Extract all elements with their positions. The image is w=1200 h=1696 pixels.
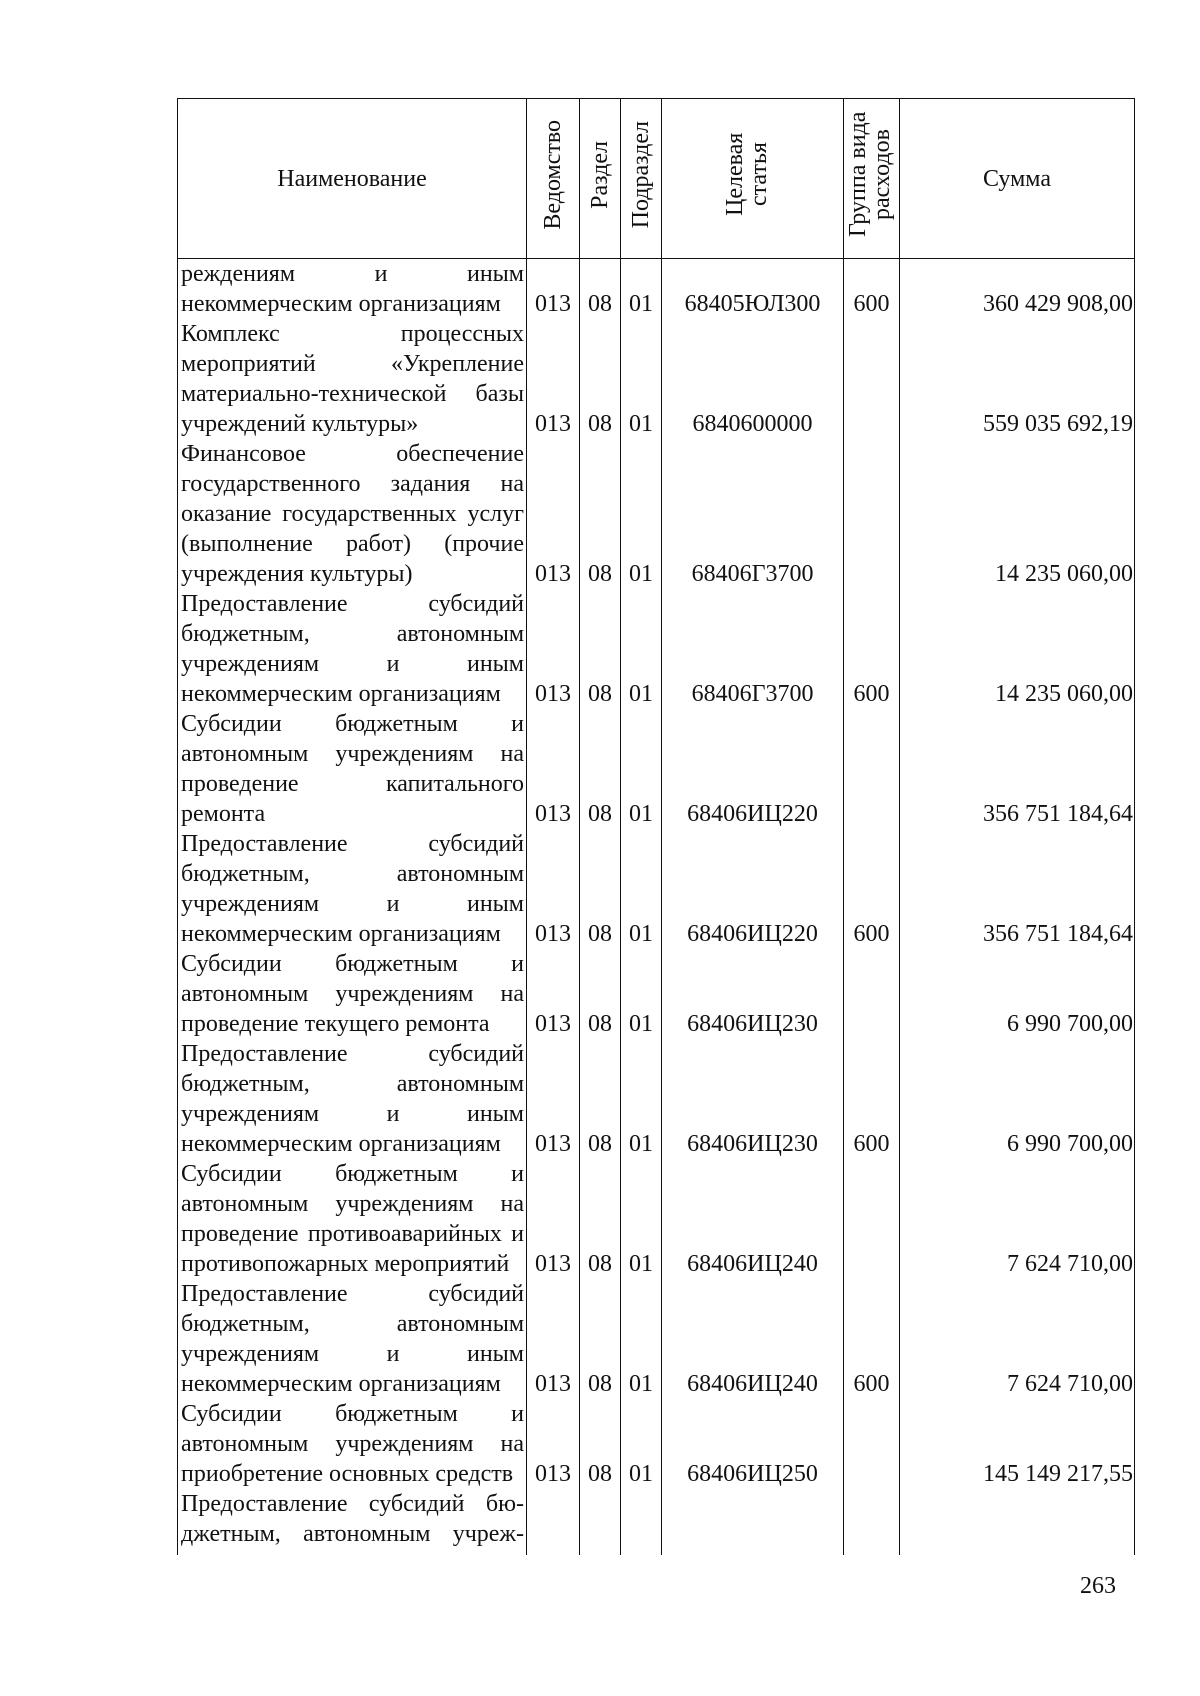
row-expense-group: [844, 439, 900, 589]
row-amount: 6 990 700,00: [900, 949, 1135, 1039]
row-expense-group: [844, 709, 900, 829]
row-name: Субсидии бюджетным и автономным учреждениям на проведение капитального ремонта: [178, 709, 527, 829]
row-name: Комплекс процессных мероприятий «Укрепление материально-технической базы учреждений культуры»: [178, 319, 527, 439]
row-department: 013: [527, 439, 580, 589]
header-name: Наименование: [178, 99, 527, 259]
header-amount: Сумма: [900, 99, 1135, 259]
table-row: [178, 829, 1135, 949]
header-subsection: Подраздел: [621, 99, 662, 259]
table-row: [178, 949, 1135, 1039]
table-body: [178, 259, 1135, 1556]
row-target-article: 68406Г3700: [662, 439, 844, 589]
row-amount: 14 235 060,00: [900, 589, 1135, 709]
row-amount: 14 235 060,00: [900, 439, 1135, 589]
row-subsection: 01: [621, 319, 662, 439]
row-department: 013: [527, 589, 580, 709]
row-department: 013: [527, 1159, 580, 1279]
row-section: 08: [580, 1399, 621, 1489]
table-row: [178, 1279, 1135, 1399]
budget-table: [177, 98, 1135, 1555]
empty-cell: [527, 1489, 580, 1555]
row-amount: 356 751 184,64: [900, 829, 1135, 949]
row-subsection: 01: [621, 1399, 662, 1489]
row-target-article: 68406ИЦ230: [662, 1039, 844, 1159]
row-name: Субсидии бюджетным и автономным учреждениям на проведение противоаварийных и противопожарных мероприятий: [178, 1159, 527, 1279]
row-name: Предоставление субсидий бюджетным, автономным учреждениям и иным некоммерческим организациям: [178, 1039, 527, 1159]
row-subsection: 01: [621, 439, 662, 589]
row-amount: 7 624 710,00: [900, 1279, 1135, 1399]
row-expense-group: 600: [844, 829, 900, 949]
row-amount: 7 624 710,00: [900, 1159, 1135, 1279]
row-expense-group: [844, 1399, 900, 1489]
row-name: Субсидии бюджетным и автономным учреждениям на проведение текущего ремонта: [178, 949, 527, 1039]
page-number: 263: [1080, 1573, 1116, 1599]
header-expense-group: Группа вида расходов: [844, 99, 900, 259]
row-expense-group: 600: [844, 259, 900, 320]
table-row: [178, 709, 1135, 829]
row-section: 08: [580, 589, 621, 709]
row-target-article: 68406ИЦ240: [662, 1159, 844, 1279]
row-expense-group: [844, 1159, 900, 1279]
row-target-article: 68406ИЦ220: [662, 829, 844, 949]
row-department: 013: [527, 709, 580, 829]
row-amount: 356 751 184,64: [900, 709, 1135, 829]
header-department: Ведомство: [527, 99, 580, 259]
row-name: Финансовое обеспечение государственного задания на оказание государственных услуг (выполнение работ) (прочие учреждения культуры): [178, 439, 527, 589]
table-row: [178, 1159, 1135, 1279]
continuation-line: джетным, автономным учреж-: [181, 1521, 524, 1547]
row-amount: 559 035 692,19: [900, 319, 1135, 439]
row-target-article: 6840600000: [662, 319, 844, 439]
row-name: Предоставление субсидий бюджетным, автономным учреждениям и иным некоммерческим организациям: [178, 589, 527, 709]
row-section: 08: [580, 1159, 621, 1279]
header-target-article: Целевая статья: [662, 99, 844, 259]
table-row: [178, 1399, 1135, 1489]
continuation-line: Предоставление субсидий бю-: [181, 1491, 524, 1517]
row-expense-group: 600: [844, 589, 900, 709]
table-row: [178, 259, 1135, 320]
header-section: Раздел: [580, 99, 621, 259]
row-target-article: 68405ЮЛ300: [662, 259, 844, 320]
row-amount: 6 990 700,00: [900, 1039, 1135, 1159]
row-department: 013: [527, 319, 580, 439]
row-section: 08: [580, 1279, 621, 1399]
row-section: 08: [580, 1039, 621, 1159]
row-amount: 360 429 908,00: [900, 259, 1135, 320]
row-name: реждениям и иным некоммерческим организациям: [178, 259, 527, 320]
empty-cell: [844, 1489, 900, 1555]
row-target-article: 68406ИЦ230: [662, 949, 844, 1039]
row-subsection: 01: [621, 1159, 662, 1279]
row-department: 013: [527, 259, 580, 320]
row-department: 013: [527, 1039, 580, 1159]
row-subsection: 01: [621, 709, 662, 829]
row-expense-group: 600: [844, 1039, 900, 1159]
row-section: 08: [580, 949, 621, 1039]
row-section: 08: [580, 709, 621, 829]
table-row: [178, 589, 1135, 709]
row-department: 013: [527, 1279, 580, 1399]
table-row: [178, 319, 1135, 439]
empty-cell: [662, 1489, 844, 1555]
empty-cell: [900, 1489, 1135, 1555]
row-name: Предоставление субсидий бюджетным, автономным учреждениям и иным некоммерческим организациям: [178, 1279, 527, 1399]
row-subsection: 01: [621, 1279, 662, 1399]
row-name: Субсидии бюджетным и автономным учреждениям на приобретение основных средств: [178, 1399, 527, 1489]
table-header: [178, 99, 1135, 259]
empty-cell: [580, 1489, 621, 1555]
row-department: 013: [527, 1399, 580, 1489]
table-row: [178, 1039, 1135, 1159]
row-target-article: 68406ИЦ220: [662, 709, 844, 829]
row-amount: 145 149 217,55: [900, 1399, 1135, 1489]
row-subsection: 01: [621, 589, 662, 709]
row-section: 08: [580, 439, 621, 589]
row-expense-group: [844, 949, 900, 1039]
row-section: 08: [580, 829, 621, 949]
row-target-article: 68406ИЦ250: [662, 1399, 844, 1489]
row-department: 013: [527, 829, 580, 949]
row-target-article: 68406ИЦ240: [662, 1279, 844, 1399]
row-subsection: 01: [621, 1039, 662, 1159]
row-name: Предоставление субсидий бюджетным, автономным учреждениям и иным некоммерческим организациям: [178, 829, 527, 949]
table-row: [178, 439, 1135, 589]
row-department: 013: [527, 949, 580, 1039]
table-row-continuation: [178, 1489, 1135, 1555]
empty-cell: [621, 1489, 662, 1555]
row-section: 08: [580, 319, 621, 439]
row-section: 08: [580, 259, 621, 320]
row-expense-group: 600: [844, 1279, 900, 1399]
row-expense-group: [844, 319, 900, 439]
row-target-article: 68406Г3700: [662, 589, 844, 709]
row-subsection: 01: [621, 829, 662, 949]
row-name: [178, 1489, 527, 1555]
row-subsection: 01: [621, 259, 662, 320]
row-subsection: 01: [621, 949, 662, 1039]
